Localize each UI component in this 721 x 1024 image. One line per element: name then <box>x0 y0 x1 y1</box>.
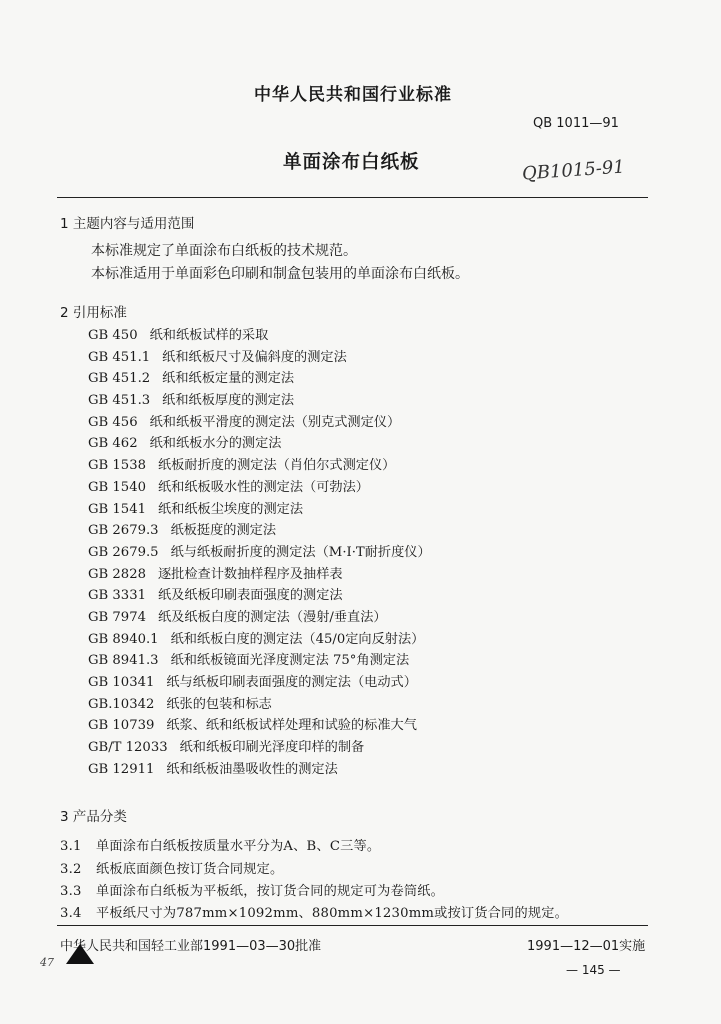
reference-item: GB 2679.3 纸板挺度的测定法 <box>88 523 277 539</box>
reference-item: GB 451.2 纸和纸板定量的测定法 <box>88 371 295 387</box>
standard-code: QB 1011—91 <box>533 116 619 131</box>
national-standard-title: 中华人民共和国行业标准 <box>254 85 452 105</box>
reference-standards-list <box>88 325 431 780</box>
document-title: 单面涂布白纸板 <box>283 152 420 173</box>
reference-item: GB 451.1 纸和纸板尺寸及偏斜度的测定法 <box>88 349 347 365</box>
reference-item: GB 1541 纸和纸板尘埃度的测定法 <box>88 501 304 517</box>
section3-heading: 3 产品分类 <box>60 809 127 825</box>
header-divider <box>57 197 648 198</box>
section3-item: 3.4 平板纸尺寸为787mm×1092mm、880mm×1230mm或按订货合同的规定。 <box>60 906 568 921</box>
section3-item: 3.2 纸板底面颜色按订货合同规定。 <box>60 862 284 877</box>
page-number: — 145 — <box>566 963 621 977</box>
section1-heading: 1 主题内容与适用范围 <box>60 216 195 232</box>
footer-divider <box>57 925 648 926</box>
reference-item: GB 8940.1 纸和纸板白度的测定法（45/0定向反射法） <box>88 631 425 647</box>
reference-item: GB 3331 纸及纸板印刷表面强度的测定法 <box>88 588 343 604</box>
reference-item: GB 2828 逐批检查计数抽样程序及抽样表 <box>88 566 343 582</box>
reference-item: GB 451.3 纸和纸板厚度的测定法 <box>88 393 295 409</box>
handwritten-note: QB1015-91 <box>521 156 626 185</box>
approval-statement: 中华人民共和国轻工业部1991—03—30批准 <box>60 939 322 954</box>
reference-item: GB.10342 纸张的包装和标志 <box>88 696 272 712</box>
section1-paragraph-1: 本标准规定了单面涂布白纸板的技术规范。 <box>91 243 357 259</box>
reference-item: GB/T 12033 纸和纸板印刷光泽度印样的制备 <box>88 740 365 756</box>
implementation-date: 1991—12—01实施 <box>527 939 646 954</box>
reference-item: GB 7974 纸及纸板白度的测定法（漫射/垂直法） <box>88 609 387 625</box>
reference-item: GB 12911 纸和纸板油墨吸收性的测定法 <box>88 761 338 777</box>
reference-item: GB 8941.3 纸和纸板镜面光泽度测定法 75°角测定法 <box>88 653 410 669</box>
reference-item: GB 456 纸和纸板平滑度的测定法（别克式测定仪） <box>88 414 401 430</box>
reference-item: GB 1538 纸板耐折度的测定法（肖伯尔式测定仪） <box>88 458 396 474</box>
section2-heading: 2 引用标准 <box>60 305 127 321</box>
reference-item: GB 462 纸和纸板水分的测定法 <box>88 436 282 452</box>
reference-item: GB 2679.5 纸与纸板耐折度的测定法（M·I·T耐折度仪） <box>88 544 431 560</box>
section3-item: 3.3 单面涂布白纸板为平板纸，按订货合同的规定可为卷筒纸。 <box>60 884 445 899</box>
section3-item: 3.1 单面涂布白纸板按质量水平分为A、B、C三等。 <box>60 839 381 854</box>
section1-paragraph-2: 本标准适用于单面彩色印刷和制盒包装用的单面涂布白纸板。 <box>91 266 469 282</box>
reference-item: GB 1540 纸和纸板吸水性的测定法（可勃法） <box>88 479 369 495</box>
reference-item: GB 10739 纸浆、纸和纸板试样处理和试验的标准大气 <box>88 718 417 734</box>
reference-item: GB 10341 纸与纸板印刷表面强度的测定法（电动式） <box>88 675 417 690</box>
margin-number: 47 <box>40 956 54 969</box>
margin-arrow-mark <box>66 944 94 964</box>
reference-item: GB 450 纸和纸板试样的采取 <box>88 328 269 343</box>
